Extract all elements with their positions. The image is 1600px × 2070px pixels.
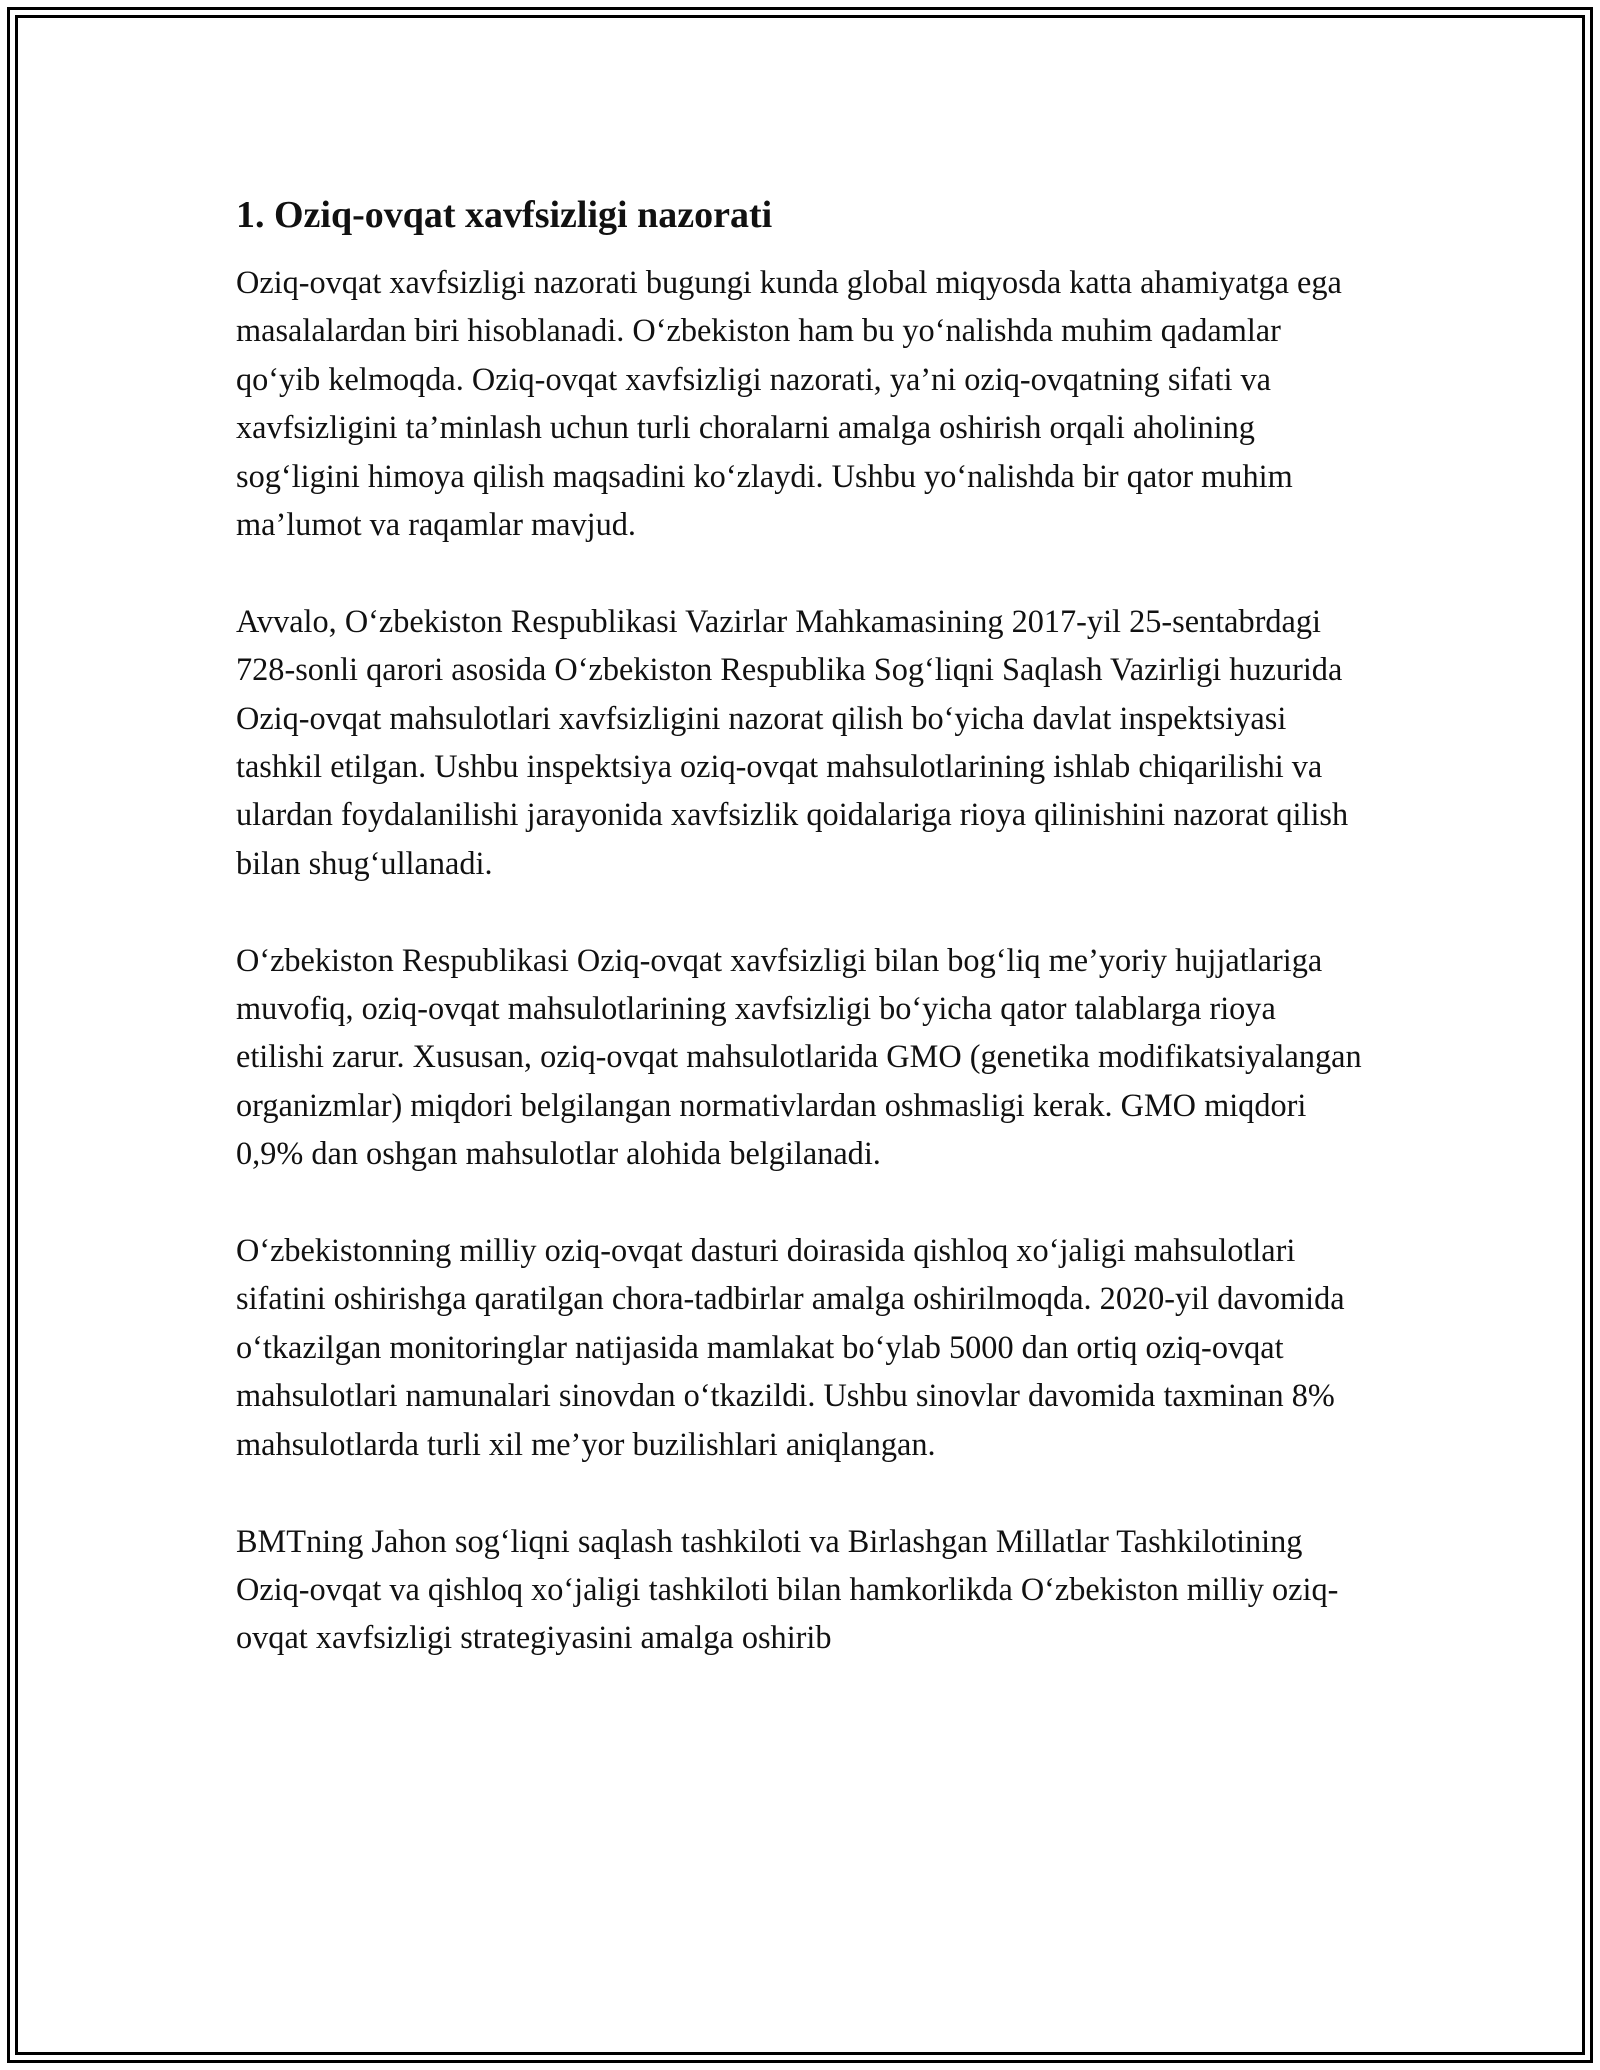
document-body	[236, 189, 1364, 1662]
paragraph-strategy: BMTning Jahon sog‘liqni saqlash tashkiloti va Birlashgan Millatlar Tashkilotining Oziq-ovqat va qishloq xo‘jaligi tashkiloti bilan hamkorlikda O‘zbekiston milliy oziq-ovqat xavfsizligi strategiyasini amalga oshirib	[236, 1522, 1339, 1656]
section-heading: 1. Oziq-ovqat xavfsizligi nazorati	[236, 194, 773, 236]
paragraph-gmo-requirements: O‘zbekiston Respublikasi Oziq-ovqat xavfsizligi bilan bog‘liq me’yoriy hujjatlariga muvofiq, oziq-ovqat mahsulotlarining xavfsizligi bo‘yicha qator talablarga rioya etilishi zarur. Xususan, oziq-ovqat mahsulotlarida GMO (genetika modifikatsiyalangan organizmlar) miqdori belgilangan normativlardan oshmasligi kerak. GMO miqdori 0,9% dan oshgan mahsulotlar alohida belgilanadi.	[236, 941, 1362, 1172]
paragraph-intro: Oziq-ovqat xavfsizligi nazorati bugungi kunda global miqyosda katta ahamiyatga ega masalalardan biri hisoblanadi. O‘zbekiston ham bu yo‘nalishda muhim qadamlar qo‘yib kelmoqda. Oziq-ovqat xavfsizligi nazorati, ya’ni oziq-ovqatning sifati va xavfsizligini ta’minlash uchun turli choralarni amalga oshirish orqali aholining sog‘ligini himoya qilish maqsadini ko‘zlaydi. Ushbu yo‘nalishda bir qator muhim ma’lumot va raqamlar mavjud.	[236, 264, 1342, 543]
paragraph-monitoring: O‘zbekistonning milliy oziq-ovqat dasturi doirasida qishloq xo‘jaligi mahsulotlari sifatini oshirishga qaratilgan chora-tadbirlar amalga oshirilmoqda. 2020-yil davomida o‘tkazilgan monitoringlar natijasida mamlakat bo‘ylab 5000 dan ortiq oziq-ovqat mahsulotlari namunalari sinovdan o‘tkazildi. Ushbu sinovlar davomida taxminan 8% mahsulotlarda turli xil me’yor buzilishlari aniqlangan.	[236, 1232, 1345, 1462]
paragraph-inspection: Avvalo, O‘zbekiston Respublikasi Vazirlar Mahkamasining 2017-yil 25-sentabrdagi 728-sonli qarori asosida O‘zbekiston Respublika Sog‘liqni Saqlash Vazirligi huzurida Oziq-ovqat mahsulotlari xavfsizligini nazorat qilish bo‘yicha davlat inspektsiyasi tashkil etilgan. Ushbu inspektsiya oziq-ovqat mahsulotlarining ishlab chiqarilishi va ulardan foydalanilishi jarayonida xavfsizlik qoidalariga rioya qilinishini nazorat qilish bilan shug‘ullanadi.	[236, 602, 1349, 881]
